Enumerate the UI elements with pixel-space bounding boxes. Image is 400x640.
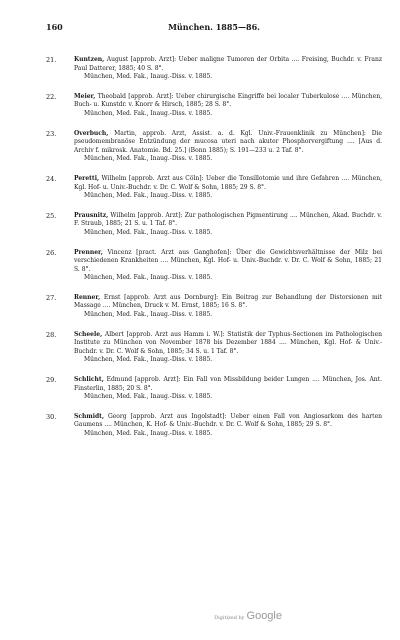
entry-author: Schlicht, — [74, 376, 104, 384]
entry-text: Edmund [approb. Arzt]: Ein Fall von Missbildung beider Lungen .... München, Jos. Ant. Finsterlin, 1885; 20 S. 8°. — [74, 376, 382, 392]
entry-publication-note: München, Med. Fak., Inaug.-Diss. v. 1885. — [84, 155, 213, 163]
list-item — [46, 130, 382, 164]
list-item — [46, 93, 382, 119]
entry-publication-note: München, Med. Fak., Inaug.-Diss. v. 1885. — [84, 430, 213, 437]
entry-author: Peretti, — [74, 174, 100, 182]
entry-author: Renner, — [74, 293, 101, 301]
google-logo: Google — [246, 610, 282, 622]
entry-citation — [74, 212, 382, 229]
entry-citation — [74, 175, 382, 192]
entry-citation — [74, 93, 382, 110]
entry-publication-note: München, Med. Fak., Inaug.-Diss. v. 1885. — [84, 274, 213, 282]
entry-text: Theobald [approb. Arzt]: Ueber chirurgische Eingriffe bei localer Tuberkulose .... München, Buch- u. Kunstdr. v. Knorr & Hirsch, 1885; 28 S. 8°. — [74, 92, 382, 109]
list-item — [46, 376, 382, 402]
entry-author: Schmidt, — [74, 412, 105, 420]
entry-body — [74, 93, 382, 119]
entry-body — [74, 249, 382, 283]
entry-body — [74, 212, 382, 238]
entry-number: 28. — [46, 330, 57, 339]
entry-list — [46, 56, 382, 450]
list-item — [46, 413, 382, 439]
list-item — [46, 212, 382, 238]
entry-author: Scheele, — [74, 330, 103, 338]
entry-citation — [74, 331, 382, 357]
entry-number: 21. — [46, 56, 57, 64]
list-item — [46, 56, 382, 82]
entry-number: 22. — [46, 92, 57, 101]
entry-publication-note: München, Med. Fak., Inaug.-Diss. v. 1885. — [84, 228, 213, 236]
entry-citation — [74, 249, 382, 275]
entry-number: 25. — [46, 211, 57, 220]
entry-publication-note: München, Med. Fak., Inaug.-Diss. v. 1885. — [84, 356, 213, 364]
entry-author: Prenner, — [74, 248, 103, 256]
entry-number: 23. — [46, 129, 57, 138]
entry-citation — [74, 56, 382, 73]
digitized-label: Digitized by — [214, 615, 245, 621]
entry-text: Georg [approb. Arzt aus Ingolstadt]: Ueber einen Fall von Angiosarkom des harten Gaumens .... München, K. Hof- & Univ.-Buchdr. v. Dr. C. Wolf & Sohn, 1885; 29 S. 8°. — [74, 412, 382, 429]
entry-body — [74, 175, 382, 201]
entry-publication-note: München, Med. Fak., Inaug.-Diss. v. 1885. — [84, 311, 213, 319]
entry-text: Wilhelm [approb. Arzt]: Zur pathologischen Pigmentirung .... München, Akad. Buchdr. v. F. Straub, 1885; 21 S. u. 1 Taf. 8°. — [74, 211, 382, 228]
entry-number: 26. — [46, 248, 57, 257]
entry-body — [74, 294, 382, 320]
list-item — [46, 294, 382, 320]
entry-body — [74, 376, 382, 402]
entry-number: 30. — [46, 412, 57, 421]
entry-publication-note: München, Med. Fak., Inaug.-Diss. v. 1885. — [84, 393, 213, 401]
entry-body — [74, 56, 382, 82]
entry-citation — [74, 294, 382, 311]
entry-author: Overbuch, — [74, 129, 109, 137]
list-item — [46, 175, 382, 201]
page-header — [46, 22, 382, 32]
entry-text: Wilhelm [approb. Arzt aus Cöln]: Ueber die Tonsillotomie und ihre Gefahren .... München, Kgl. Hof- u. Univ.-Buchdr. v. Dr. C. Wolf & Sohn, 1885; 29 S. 8°. — [74, 174, 382, 191]
entry-citation — [74, 413, 382, 430]
entry-text: Martin, approb. Arzt, Assist. a. d. Kgl. Univ.-Frauenklinik zu München]: Die pseudomembranöse Entzündung der mucosa uteri nach akuter Phosphorvergiftung .... [Aus d. Archiv f. mikrosk. Anatomie. Bd. 25.] (Bonn 1885); S. 191—233 u. 2 Taf. 8°. — [74, 129, 382, 154]
entry-text: Ernst [approb. Arzt aus Dornburg]: Ein Beitrag zur Behandlung der Distorsionen mit Massage .... München, Druck v. M. Ernst, 1885; 16 S. 8°. — [74, 293, 382, 310]
entry-citation — [74, 376, 382, 393]
page-number: 160 — [46, 22, 63, 32]
list-item — [46, 249, 382, 283]
entry-author: Prausnitz, — [74, 211, 109, 219]
entry-number: 27. — [46, 293, 57, 302]
entry-number: 24. — [46, 174, 57, 183]
entry-body — [74, 130, 382, 164]
entry-publication-note: München, Med. Fak., Inaug.-Diss. v. 1885. — [84, 109, 213, 117]
entry-publication-note: München, Med. Fak., Inaug.-Diss. v. 1885. — [84, 73, 213, 81]
entry-number: 29. — [46, 376, 57, 385]
entry-author: Meier, — [74, 92, 96, 100]
entry-body — [74, 413, 382, 439]
entry-text: Vincenz [pract. Arzt aus Ganghofen]: Über die Gewichtsverhältnisse der Milz bei verschiedenen Krankheiten .... München, Kgl. Hof- u. Univ.-Buchdr. v. Dr. C. Wolf & Sohn, 1885; 21 S. 8°. — [74, 248, 382, 273]
entry-citation — [74, 130, 382, 156]
running-title: München. 1885—86. — [168, 22, 260, 32]
entry-body — [74, 331, 382, 365]
entry-text: August [approb. Arzt]: Ueber maligne Tumoren der Orbita .... Freising, Buchdr. v. Franz Paul Datterer, 1885; 40 S. 8°. — [74, 56, 382, 72]
list-item — [46, 331, 382, 365]
entry-text: Albert [approb. Arzt aus Hamm i. W.]: Statistik der Typhus-Sectionen im Pathologischen Institute zu München von November 1878 bis Dezember 1884 .... München, Kgl. Hof- & Univ.-Buchdr. v. Dr. C. Wolf & Sohn, 1885; 34 S. u. 1 Taf. 8°. — [74, 330, 382, 355]
digitized-watermark — [214, 610, 282, 622]
entry-publication-note: München, Med. Fak., Inaug.-Diss. v. 1885. — [84, 192, 213, 200]
entry-author: Kuntzen, — [74, 56, 105, 63]
